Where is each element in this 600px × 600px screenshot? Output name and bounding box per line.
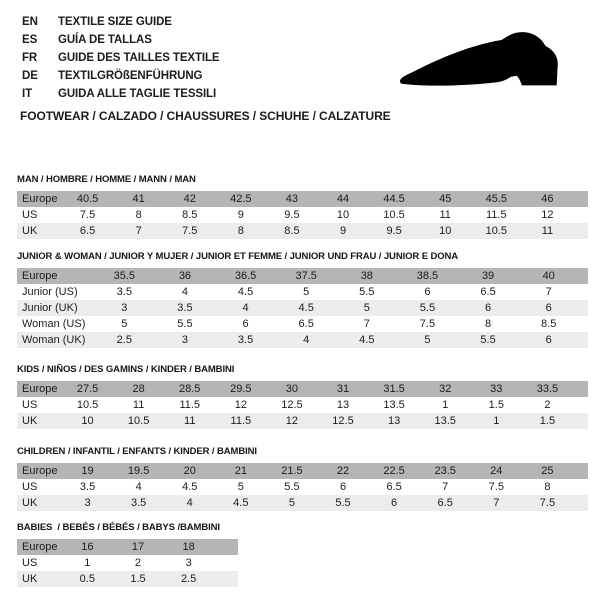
size-cell: 2 (134, 557, 142, 569)
row-label: US (22, 209, 38, 221)
size-cell: 8 (237, 225, 244, 237)
section-title-babies: BABIES / BEBÉS / BÉBÉS / BABYS /BAMBINI (17, 522, 220, 533)
size-cell: 11 (439, 209, 451, 221)
row-filler (573, 223, 588, 239)
row-filler (573, 381, 588, 397)
size-cell: 4.5 (233, 497, 249, 509)
size-cell: 6 (339, 481, 347, 493)
section-title-kids: KIDS / NIÑOS / DES GAMINS / KINDER / BAMBINI (17, 364, 235, 375)
language-label: GUÍA DE TALLAS (58, 34, 152, 46)
row-filler (573, 495, 588, 511)
language-list (22, 13, 220, 103)
table-man (17, 191, 588, 239)
size-cell: 6.5 (298, 318, 314, 330)
size-cell: 41 (132, 193, 145, 205)
size-cell: 4 (303, 334, 310, 346)
row-filler (214, 539, 238, 555)
size-cell: 3 (84, 497, 91, 509)
size-cell: 6.5 (437, 497, 453, 509)
row-filler (573, 463, 588, 479)
size-cell: 7.5 (488, 481, 504, 493)
size-table (17, 381, 588, 429)
size-cell: 7.5 (539, 497, 556, 509)
row-label: Junior (UK) (22, 302, 78, 314)
section-junior-woman (17, 252, 588, 348)
size-cell: 8 (485, 318, 492, 330)
size-cell: 10 (439, 225, 452, 237)
section-babies (17, 523, 588, 587)
size-cell: 6 (424, 286, 431, 298)
table-row (17, 300, 588, 316)
size-cell: 10.5 (76, 399, 99, 411)
size-cell: 3 (185, 557, 192, 569)
size-cell: 9 (339, 225, 347, 237)
size-cell: 40.5 (76, 193, 99, 205)
size-cell: 43 (285, 193, 299, 205)
row-filler (214, 555, 238, 571)
size-cell: 7 (442, 481, 449, 493)
table-header-row (17, 191, 588, 207)
section-title-man: MAN / HOMBRE / HOMME / MANN / MAN (17, 174, 196, 185)
size-cell: 3.5 (177, 302, 193, 314)
size-cell: 42 (183, 193, 196, 205)
size-cell: 7.5 (182, 225, 198, 237)
size-cell: 4.5 (182, 481, 198, 493)
size-cell: 18 (182, 541, 195, 553)
size-cell: 0.5 (79, 573, 95, 585)
size-cell: 5 (121, 318, 128, 330)
row-label: Europe (22, 541, 58, 553)
size-cell: 5 (363, 302, 370, 314)
row-label: Woman (UK) (22, 334, 86, 346)
size-cell: 22 (336, 465, 350, 477)
size-cell: 4 (242, 302, 249, 314)
size-cell: 21.5 (281, 465, 303, 477)
size-cell: 27.5 (76, 383, 99, 395)
size-cell: 30 (285, 383, 299, 395)
row-filler (579, 316, 588, 332)
size-cell: 8 (135, 209, 142, 221)
size-cell: 45 (439, 193, 452, 205)
row-label: UK (22, 497, 38, 509)
size-tables (17, 175, 588, 587)
table-babies (17, 539, 588, 587)
table-row (17, 284, 588, 300)
row-filler (214, 571, 238, 587)
size-cell: 38.5 (416, 270, 439, 282)
row-label: Junior (US) (22, 286, 78, 298)
table-row (17, 207, 588, 223)
size-cell: 8 (544, 481, 551, 493)
size-cell: 6.5 (480, 286, 496, 298)
size-cell: 33.5 (536, 383, 559, 395)
row-filler (579, 300, 588, 316)
language-label: TEXTILE SIZE GUIDE (58, 16, 172, 28)
row-filler (573, 191, 588, 207)
size-cell: 19 (81, 465, 94, 477)
size-cell: 29.5 (230, 383, 252, 395)
size-cell: 2.5 (181, 573, 197, 585)
size-cell: 6 (391, 497, 398, 509)
language-code: FR (22, 52, 38, 64)
size-cell: 5.5 (177, 318, 193, 330)
size-cell: 10.5 (127, 415, 150, 427)
size-cell: 38 (360, 270, 373, 282)
row-label: US (22, 399, 38, 411)
section-children (17, 447, 588, 511)
table-row (17, 571, 238, 587)
size-cell: 5 (288, 497, 295, 509)
size-cell: 36.5 (234, 270, 257, 282)
size-table (17, 463, 588, 511)
size-cell: 10 (81, 415, 94, 427)
row-label: UK (22, 573, 38, 585)
language-row (22, 49, 220, 67)
dress-shoe-icon (394, 27, 573, 95)
size-cell: 7.5 (419, 318, 436, 330)
size-cell: 32 (439, 383, 452, 395)
row-label: Europe (22, 270, 58, 282)
section-title-children: CHILDREN / INFANTIL / ENFANTS / KINDER / BAMBINI (17, 446, 257, 457)
size-cell: 11 (184, 415, 196, 427)
size-cell: 10.5 (485, 225, 507, 237)
size-cell: 39 (481, 270, 495, 282)
table-row (17, 223, 588, 239)
size-cell: 21 (234, 465, 247, 477)
size-cell: 7 (545, 286, 552, 298)
size-cell: 3 (181, 334, 188, 346)
size-cell: 19.5 (127, 465, 150, 477)
size-cell: 5 (237, 481, 244, 493)
size-cell: 1.5 (488, 399, 504, 411)
language-code: ES (22, 34, 38, 46)
size-cell: 4.5 (359, 334, 375, 346)
table-row (17, 332, 588, 348)
size-cell: 4 (181, 286, 188, 298)
size-cell: 12.5 (332, 415, 354, 427)
size-cell: 37.5 (295, 270, 317, 282)
row-label: Europe (22, 383, 58, 395)
size-cell: 6 (485, 302, 492, 314)
size-cell: 31.5 (383, 383, 405, 395)
table-header-row (17, 268, 588, 284)
row-filler (573, 397, 588, 413)
page-header (0, 0, 600, 175)
row-filler (573, 413, 588, 429)
size-cell: 11.5 (179, 399, 201, 411)
size-cell: 11 (132, 399, 145, 411)
size-cell: 6 (545, 334, 552, 346)
size-cell: 11.5 (486, 209, 507, 221)
size-cell: 17 (131, 541, 145, 553)
size-cell: 44.5 (383, 193, 405, 205)
row-filler (573, 207, 588, 223)
language-row (22, 31, 220, 49)
row-label: Woman (US) (22, 318, 86, 330)
size-cell: 3.5 (116, 286, 132, 298)
row-label: US (22, 481, 38, 493)
size-cell: 13 (387, 415, 401, 427)
size-cell: 44 (336, 193, 350, 205)
size-cell: 46 (541, 193, 554, 205)
table-kids (17, 381, 588, 429)
size-cell: 1.5 (539, 415, 556, 427)
size-cell: 5.5 (480, 334, 496, 346)
language-code: EN (22, 16, 38, 28)
size-cell: 20 (183, 465, 196, 477)
size-cell: 4.5 (237, 286, 254, 298)
table-header-row (17, 463, 588, 479)
size-cell: 5 (303, 286, 310, 298)
language-row (22, 13, 220, 31)
size-cell: 1 (442, 399, 449, 411)
row-label: Europe (22, 465, 58, 477)
size-cell: 3.5 (237, 334, 254, 346)
category-title: FOOTWEAR / CALZADO / CHAUSSURES / SCHUHE / CALZATURE (20, 109, 391, 123)
row-label: UK (22, 415, 38, 427)
size-cell: 7 (493, 497, 500, 509)
size-cell: 6 (242, 318, 249, 330)
size-cell: 6.5 (386, 481, 402, 493)
size-cell: 12.5 (281, 399, 303, 411)
size-cell: 6 (545, 302, 552, 314)
table-row (17, 397, 588, 413)
size-cell: 28 (132, 383, 145, 395)
size-cell: 5.5 (335, 497, 351, 509)
size-cell: 35.5 (113, 270, 136, 282)
size-cell: 7 (135, 225, 142, 237)
table-row (17, 479, 588, 495)
row-label: US (22, 557, 38, 569)
language-label: GUIDA ALLE TAGLIE TESSILI (58, 88, 217, 100)
section-title-junior-woman: JUNIOR & WOMAN / JUNIOR Y MUJER / JUNIOR ET FEMME / JUNIOR UND FRAU / JUNIOR E DONA (17, 251, 459, 262)
size-cell: 13 (336, 399, 350, 411)
size-cell: 25 (541, 465, 554, 477)
table-header-row (17, 539, 238, 555)
language-code: DE (22, 70, 38, 82)
size-cell: 8.5 (541, 318, 557, 330)
size-cell: 3.5 (130, 497, 147, 509)
size-cell: 36 (178, 270, 192, 282)
size-cell: 5.5 (284, 481, 300, 493)
size-cell: 7 (363, 318, 370, 330)
language-label: GUIDE DES TAILLES TEXTILE (58, 52, 220, 64)
size-cell: 9.5 (284, 209, 300, 221)
size-cell: 31 (336, 383, 350, 395)
size-table (17, 191, 588, 239)
size-cell: 12 (285, 415, 299, 427)
section-kids (17, 365, 588, 429)
size-cell: 22.5 (383, 465, 405, 477)
size-cell: 3.5 (79, 481, 96, 493)
row-filler (573, 479, 588, 495)
size-cell: 6.5 (79, 225, 96, 237)
size-cell: 13.5 (383, 399, 405, 411)
size-cell: 4.5 (298, 302, 314, 314)
row-filler (579, 284, 588, 300)
language-code: IT (22, 88, 33, 100)
section-man (17, 175, 588, 239)
table-row (17, 555, 238, 571)
size-cell: 4 (186, 497, 193, 509)
size-cell: 5 (424, 334, 431, 346)
language-row (22, 67, 220, 85)
size-cell: 4 (135, 481, 142, 493)
table-row (17, 316, 588, 332)
size-cell: 42.5 (230, 193, 252, 205)
row-filler (579, 268, 588, 284)
size-cell: 10 (336, 209, 350, 221)
table-children (17, 463, 588, 511)
size-cell: 8.5 (182, 209, 198, 221)
size-cell: 1 (84, 557, 91, 569)
size-table (17, 268, 588, 348)
size-table (17, 539, 238, 587)
size-cell: 2.5 (116, 334, 132, 346)
size-cell: 11.5 (230, 415, 252, 427)
table-row (17, 495, 588, 511)
size-cell: 28.5 (179, 383, 201, 395)
size-cell: 12 (541, 209, 554, 221)
row-label: Europe (22, 193, 58, 205)
size-cell: 16 (81, 541, 94, 553)
row-filler (579, 332, 588, 348)
size-cell: 5.5 (359, 286, 375, 298)
size-cell: 8.5 (284, 225, 300, 237)
table-junior-woman (17, 268, 588, 348)
size-cell: 45.5 (485, 193, 507, 205)
table-row (17, 413, 588, 429)
size-cell: 40 (542, 270, 555, 282)
table-header-row (17, 381, 588, 397)
size-cell: 23.5 (434, 465, 456, 477)
size-cell: 12 (234, 399, 247, 411)
size-cell: 9 (237, 209, 244, 221)
size-cell: 1 (493, 415, 500, 427)
size-cell: 24 (490, 465, 503, 477)
size-cell: 13.5 (434, 415, 456, 427)
size-cell: 9.5 (386, 225, 402, 237)
size-cell: 11 (541, 225, 554, 237)
size-cell: 3 (121, 302, 128, 314)
size-cell: 33 (490, 383, 503, 395)
size-cell: 10.5 (383, 209, 405, 221)
size-cell: 7.5 (79, 209, 96, 221)
language-row (22, 85, 220, 103)
size-cell: 2 (544, 399, 551, 411)
language-label: TEXTILGRÖßENFÜHRUNG (58, 70, 203, 82)
size-cell: 1.5 (130, 573, 146, 585)
size-cell: 5.5 (419, 302, 436, 314)
row-label: UK (22, 225, 38, 237)
